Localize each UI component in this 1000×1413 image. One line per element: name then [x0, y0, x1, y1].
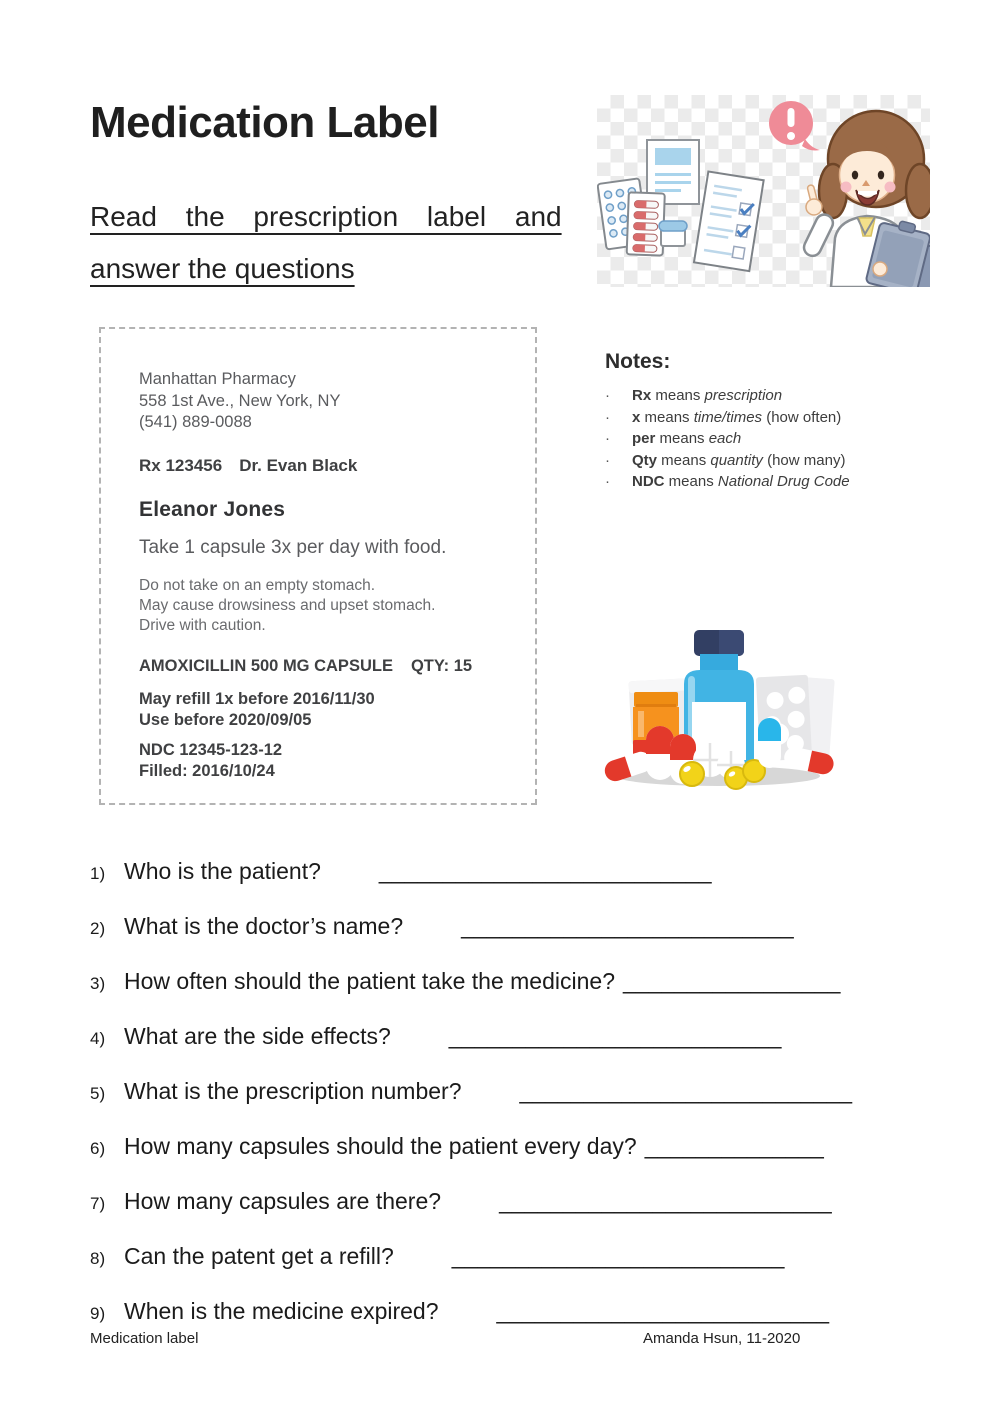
bullet-icon: ·: [605, 430, 610, 447]
checklist-icon: [694, 171, 764, 271]
question-number: 8): [90, 1249, 106, 1268]
warning-line: Drive with caution.: [139, 616, 266, 634]
note-text: [632, 471, 850, 493]
instructions-line-1: Read the prescription label and: [90, 201, 562, 232]
refill-line: May refill 1x before 2016/11/30: [139, 689, 375, 708]
note-definition: National Drug Code: [717, 473, 850, 490]
note-item: [605, 450, 950, 472]
note-definition: each: [708, 430, 742, 447]
answer-blank-3[interactable]: _________________: [623, 968, 841, 994]
question-text: Can the patent get a refill?: [124, 1243, 394, 1269]
question-1: [90, 856, 920, 889]
note-text: [632, 428, 741, 450]
pharmacy-address: 558 1st Ave., New York, NY: [139, 391, 341, 410]
warnings-block: [139, 576, 515, 636]
question-text: What is the doctor’s name?: [124, 913, 404, 939]
note-term: per: [632, 430, 656, 447]
bullet-icon: ·: [605, 408, 610, 426]
note-suffix: (how often): [762, 408, 842, 426]
question-2: [90, 911, 920, 944]
note-definition: time/times: [693, 408, 763, 426]
question-number: 2): [90, 919, 106, 938]
note-term: Qty: [632, 451, 658, 469]
question-number: 5): [90, 1084, 106, 1103]
note-text: [632, 385, 782, 407]
capsule-icon: [758, 718, 781, 768]
refill-block: [139, 689, 515, 731]
pharmacy-name: Manhattan Pharmacy: [139, 370, 296, 388]
question-number: 4): [90, 1029, 106, 1048]
prescription-label: [99, 327, 537, 805]
question-3: [90, 966, 920, 999]
pharmacist-illustration: [597, 95, 930, 287]
notes-section: [605, 350, 950, 493]
bullet-icon: ·: [605, 473, 610, 490]
question-number: 6): [90, 1139, 106, 1158]
question-5: [90, 1076, 920, 1109]
note-item: [605, 471, 950, 493]
dosage-directions: Take 1 capsule 3x per day with food.: [139, 536, 447, 558]
footer-document-title: Medication label: [90, 1330, 199, 1347]
answer-blank-2[interactable]: __________________________: [461, 913, 794, 939]
instructions-line-2: answer the questions: [90, 253, 355, 284]
ndc-line: NDC 12345-123-12: [139, 740, 283, 759]
note-definition: quantity: [710, 451, 763, 469]
question-text: How many capsules are there?: [124, 1188, 442, 1214]
pharmacy-phone: (541) 889-0088: [139, 413, 252, 431]
warning-line: Do not take on an empty stomach.: [139, 576, 376, 594]
drug-qty: QTY: 15: [410, 656, 473, 675]
note-term: Rx: [632, 387, 652, 404]
medicine-illustration: [600, 614, 836, 792]
warning-line: May cause drowsiness and upset stomach.: [139, 596, 436, 614]
question-text: What are the side effects?: [124, 1023, 391, 1049]
question-8: [90, 1241, 920, 1274]
medicine-illustration-svg: [600, 614, 836, 792]
bullet-icon: ·: [605, 451, 610, 469]
question-4: [90, 1021, 920, 1054]
question-text: Who is the patient?: [124, 858, 321, 884]
doctor-name: Dr. Evan Black: [239, 455, 358, 475]
answer-blank-9[interactable]: __________________________: [496, 1298, 830, 1324]
answer-blank-7[interactable]: __________________________: [499, 1188, 832, 1214]
answer-blank-5[interactable]: __________________________: [519, 1078, 853, 1104]
note-connector: means: [655, 430, 709, 447]
pharmacist-illustration-svg: [597, 95, 930, 287]
question-9: [90, 1296, 920, 1329]
cream-jar-icon: [659, 221, 687, 246]
note-definition: prescription: [704, 387, 783, 404]
question-text: What is the prescription number?: [124, 1078, 462, 1104]
question-text: How many capsules should the patient every day?: [124, 1133, 637, 1159]
answer-blank-1[interactable]: __________________________: [378, 858, 712, 884]
answer-blank-6[interactable]: ______________: [644, 1133, 824, 1159]
note-term: NDC: [632, 473, 665, 490]
ndc-block: [139, 740, 515, 782]
note-connector: means: [640, 408, 694, 426]
question-number: 9): [90, 1304, 106, 1323]
question-7: [90, 1186, 920, 1219]
exclamation-bubble-icon: [769, 101, 820, 151]
note-text: [632, 407, 841, 429]
note-item: [605, 385, 950, 407]
drug-name: AMOXICILLIN 500 MG CAPSULE: [139, 656, 393, 675]
note-item: [605, 407, 950, 429]
patient-name: Eleanor Jones: [139, 497, 286, 521]
worksheet-title: Medication Label: [90, 98, 439, 147]
note-connector: means: [651, 387, 705, 404]
notes-list: [605, 385, 950, 493]
question-number: 3): [90, 974, 106, 993]
filled-line: Filled: 2016/10/24: [139, 761, 275, 780]
questions-list: [90, 856, 920, 1351]
note-suffix: (how many): [762, 451, 846, 469]
rx-number: Rx 123456: [139, 455, 223, 475]
drug-qty-line: [139, 657, 515, 676]
question-number: 7): [90, 1194, 106, 1213]
note-connector: means: [657, 451, 711, 469]
note-text: [632, 450, 845, 472]
question-text: How often should the patient take the medicine?: [124, 968, 615, 994]
note-item: [605, 428, 950, 450]
answer-blank-8[interactable]: __________________________: [451, 1243, 785, 1269]
note-term: x: [632, 408, 641, 426]
question-number: 1): [90, 864, 106, 883]
note-connector: means: [664, 473, 718, 490]
bullet-icon: ·: [605, 387, 610, 404]
rx-doctor-line: [139, 456, 515, 476]
use-before-line: Use before 2020/09/05: [139, 710, 312, 729]
notes-heading: Notes:: [605, 350, 671, 373]
footer-author-date: Amanda Hsun, 11-2020: [643, 1330, 801, 1347]
question-6: [90, 1131, 920, 1164]
worksheet-instructions: [90, 200, 562, 286]
answer-blank-4[interactable]: __________________________: [448, 1023, 782, 1049]
capsule-icon: [646, 726, 674, 780]
question-text: When is the medicine expired?: [124, 1298, 439, 1324]
pharmacist-figure: [801, 111, 930, 287]
